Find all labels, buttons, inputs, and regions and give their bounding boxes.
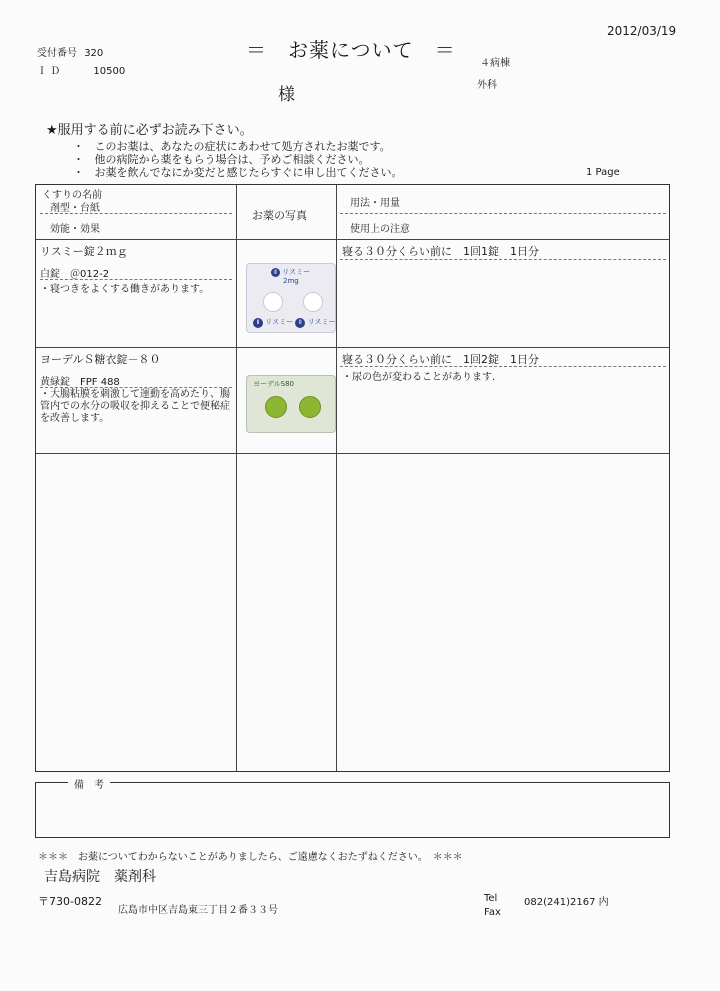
ward: ４病棟	[480, 58, 510, 69]
drug-name: リスミー錠２ｍｇ	[40, 245, 128, 258]
medication-table	[35, 184, 670, 772]
col-name-label: くすりの名前	[42, 190, 102, 201]
tel-number: 082(241)2167 内	[524, 897, 609, 908]
drug-usage: 寝る３０分くらい前に 1回1錠 1日分	[342, 245, 539, 258]
page-number: 1 Page	[586, 167, 620, 178]
notice-item: ・ このお薬は、あなたの症状にあわせて処方されたお薬です。	[73, 140, 391, 153]
photo-bottom-label: Ⅱ リスミー Ⅱ リスミー	[253, 317, 335, 328]
fax-label: Fax	[484, 907, 501, 918]
drug-caution: ・尿の色が変わることがあります.	[342, 372, 496, 383]
photo-label: ヨーデルS80	[253, 380, 295, 388]
col-caution-label: 使用上の注意	[350, 224, 410, 235]
col-usage-label: 用法・用量	[350, 198, 400, 209]
drug-photo	[246, 263, 336, 333]
postal-code: 〒730-0822	[38, 895, 102, 908]
col-effect-label: 効能・効果	[50, 224, 100, 235]
drug-effect: ・大腸粘膜を刺激して運動を高めたり、腸管内での水分の吸収を抑えることで便秘症を改善します。	[40, 389, 230, 424]
patient-id	[37, 62, 125, 77]
drug-effect: ・寝つきをよくする働きがあります。	[40, 284, 210, 295]
pill-green	[299, 396, 321, 418]
notice-item: ・ お薬を飲んでなにか変だと感じたらすぐに申し出てください。	[73, 166, 403, 179]
drug-name: ヨーデルＳ糖衣錠－８０	[40, 353, 161, 366]
pill-white	[263, 292, 283, 312]
drug-form: 白錠 ＠012-2	[40, 269, 110, 280]
tel-label: Tel	[484, 893, 498, 904]
pill-green	[265, 396, 287, 418]
notice-headline: ★服用する前に必ずお読み下さい。	[46, 123, 253, 138]
notice-list	[73, 140, 403, 179]
drug-usage: 寝る３０分くらい前に 1回2錠 1日分	[342, 353, 539, 366]
id-label: Ｉ Ｄ	[37, 66, 61, 77]
remarks-label: 備 考	[68, 776, 110, 791]
receipt-number	[37, 44, 103, 59]
address: 広島市中区吉島東三丁目２番３３号	[118, 905, 278, 916]
department: 外科	[477, 80, 497, 91]
pill-white	[303, 292, 323, 312]
id-value: 10500	[93, 66, 126, 77]
issue-date: 2012/03/19	[607, 24, 677, 38]
notice-item: ・ 他の病院から薬をもらう場合は、予めご相談ください。	[73, 153, 370, 166]
receipt-label: 受付番号	[37, 48, 77, 59]
page-title: ＝ お薬について ＝	[246, 38, 456, 62]
contact-note: ＊＊＊ お薬についてわからないことがありましたら、ご遠慮なくおたずねください。 ＊＊＊	[38, 852, 463, 863]
receipt-value: 320	[84, 48, 104, 59]
hospital-name: 吉島病院 薬剤科	[44, 869, 156, 885]
col-form-label: 剤型・台紙	[50, 203, 100, 214]
photo-label: Ⅱ リスミー 2mg	[271, 268, 310, 285]
remarks-box	[35, 782, 670, 838]
sama-label: 様	[278, 85, 295, 105]
col-photo-label: お薬の写真	[252, 209, 307, 222]
drug-form: 黄緑錠 FPF 488	[40, 377, 120, 388]
drug-photo	[246, 375, 336, 433]
